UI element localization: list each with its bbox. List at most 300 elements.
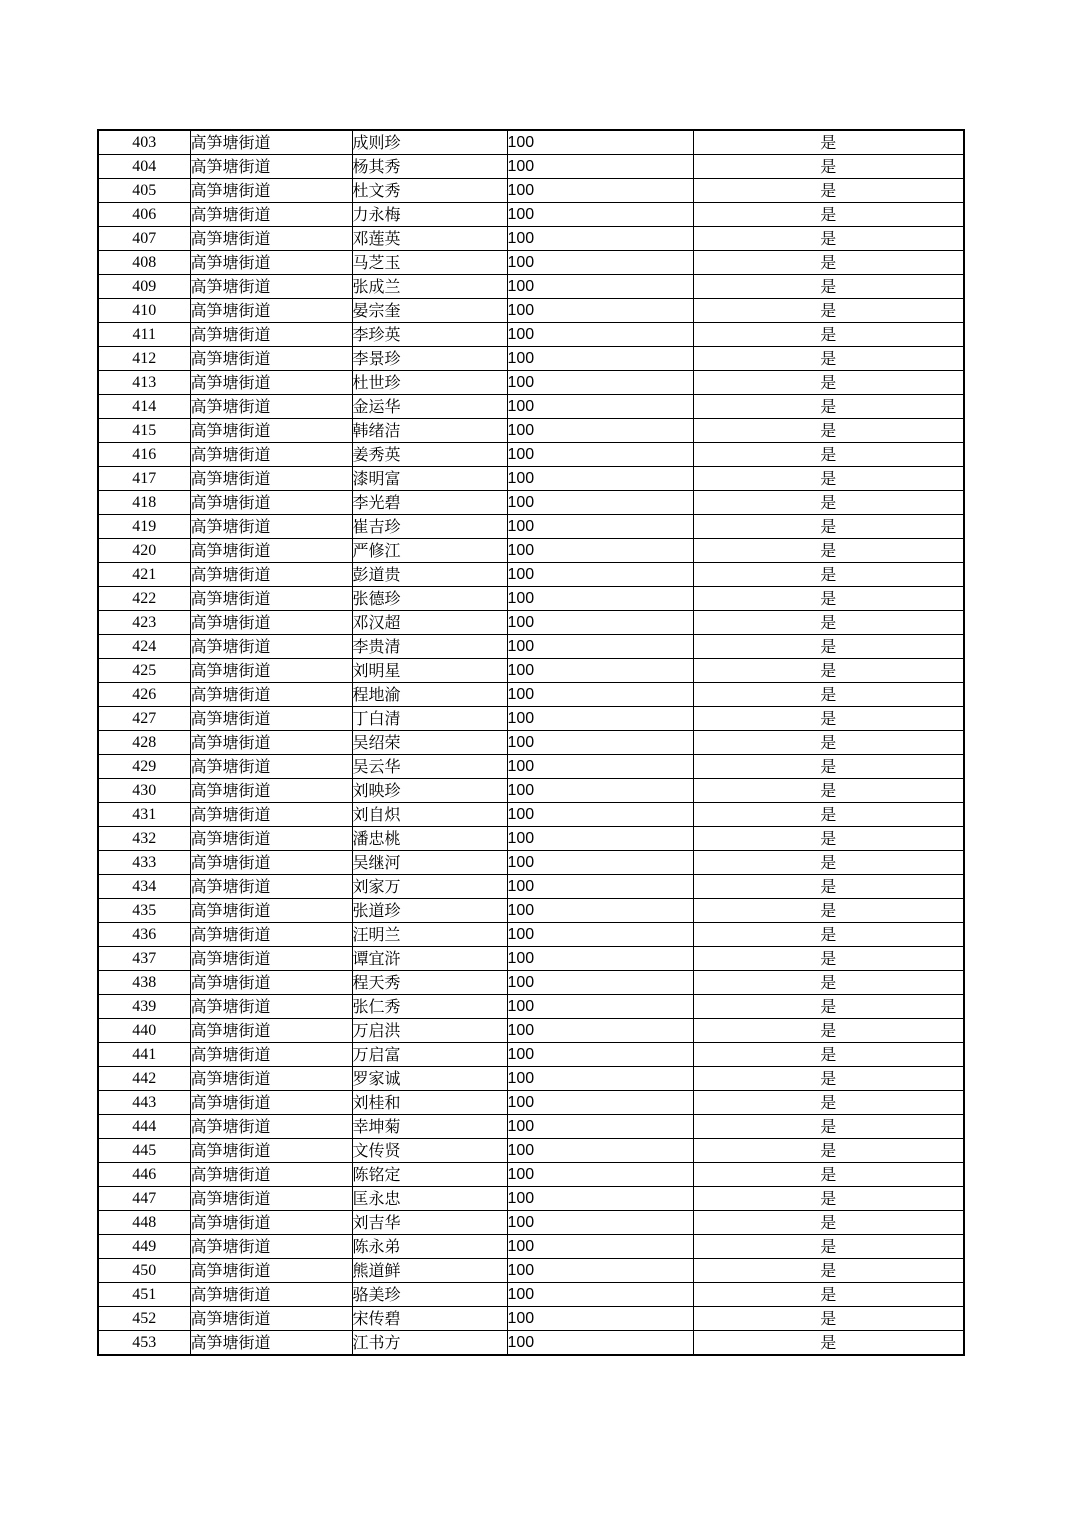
table-row [98,851,964,875]
cell-flag: 是 [693,803,964,827]
cell-amount: 100 [507,611,693,635]
table-row [98,1091,964,1115]
cell-number: 404 [98,155,190,179]
table-row [98,875,964,899]
table-body [98,130,964,1355]
cell-amount: 100 [507,1283,693,1307]
table-row [98,1331,964,1356]
cell-flag: 是 [693,515,964,539]
table-row [98,1187,964,1211]
cell-amount: 100 [507,659,693,683]
cell-number: 412 [98,347,190,371]
cell-name: 张道珍 [352,899,507,923]
cell-street: 高笋塘街道 [190,251,352,275]
cell-number: 406 [98,203,190,227]
cell-name: 程天秀 [352,971,507,995]
cell-number: 424 [98,635,190,659]
cell-number: 418 [98,491,190,515]
cell-name: 吴继河 [352,851,507,875]
cell-street: 高笋塘街道 [190,851,352,875]
cell-amount: 100 [507,1259,693,1283]
cell-flag: 是 [693,683,964,707]
cell-amount: 100 [507,1115,693,1139]
table-row [98,515,964,539]
cell-name: 熊道鲜 [352,1259,507,1283]
cell-number: 427 [98,707,190,731]
cell-name: 万启洪 [352,1019,507,1043]
cell-amount: 100 [507,275,693,299]
cell-number: 416 [98,443,190,467]
cell-amount: 100 [507,1091,693,1115]
cell-number: 432 [98,827,190,851]
cell-amount: 100 [507,155,693,179]
cell-flag: 是 [693,971,964,995]
cell-amount: 100 [507,227,693,251]
cell-street: 高笋塘街道 [190,899,352,923]
cell-street: 高笋塘街道 [190,227,352,251]
table-row [98,203,964,227]
table-row [98,731,964,755]
cell-number: 403 [98,130,190,155]
cell-street: 高笋塘街道 [190,1091,352,1115]
cell-amount: 100 [507,1187,693,1211]
cell-number: 421 [98,563,190,587]
cell-street: 高笋塘街道 [190,1211,352,1235]
cell-flag: 是 [693,635,964,659]
cell-street: 高笋塘街道 [190,1259,352,1283]
cell-number: 448 [98,1211,190,1235]
cell-flag: 是 [693,779,964,803]
cell-number: 442 [98,1067,190,1091]
cell-street: 高笋塘街道 [190,779,352,803]
cell-flag: 是 [693,1091,964,1115]
cell-number: 434 [98,875,190,899]
table-row [98,539,964,563]
cell-street: 高笋塘街道 [190,419,352,443]
cell-amount: 100 [507,1235,693,1259]
cell-amount: 100 [507,323,693,347]
cell-name: 幸坤菊 [352,1115,507,1139]
cell-flag: 是 [693,1139,964,1163]
table-row [98,1307,964,1331]
cell-amount: 100 [507,299,693,323]
cell-number: 419 [98,515,190,539]
cell-amount: 100 [507,515,693,539]
cell-name: 成则珍 [352,130,507,155]
table-row [98,1019,964,1043]
cell-number: 428 [98,731,190,755]
cell-flag: 是 [693,611,964,635]
cell-number: 437 [98,947,190,971]
cell-flag: 是 [693,1019,964,1043]
cell-flag: 是 [693,659,964,683]
cell-flag: 是 [693,851,964,875]
cell-street: 高笋塘街道 [190,1163,352,1187]
table-row [98,659,964,683]
cell-street: 高笋塘街道 [190,395,352,419]
cell-flag: 是 [693,539,964,563]
table-row [98,275,964,299]
cell-number: 431 [98,803,190,827]
table-row [98,563,964,587]
table-row [98,707,964,731]
table-row [98,155,964,179]
table-row [98,1283,964,1307]
cell-street: 高笋塘街道 [190,371,352,395]
cell-street: 高笋塘街道 [190,443,352,467]
table-row [98,1115,964,1139]
table-row [98,827,964,851]
cell-street: 高笋塘街道 [190,1139,352,1163]
cell-street: 高笋塘街道 [190,995,352,1019]
cell-name: 刘家万 [352,875,507,899]
cell-flag: 是 [693,467,964,491]
cell-amount: 100 [507,179,693,203]
cell-number: 426 [98,683,190,707]
cell-street: 高笋塘街道 [190,827,352,851]
table-row [98,587,964,611]
cell-number: 447 [98,1187,190,1211]
cell-flag: 是 [693,1211,964,1235]
table-row [98,635,964,659]
cell-amount: 100 [507,923,693,947]
cell-flag: 是 [693,1115,964,1139]
cell-street: 高笋塘街道 [190,659,352,683]
cell-flag: 是 [693,203,964,227]
cell-street: 高笋塘街道 [190,467,352,491]
cell-number: 414 [98,395,190,419]
cell-flag: 是 [693,347,964,371]
cell-name: 谭宜浒 [352,947,507,971]
cell-name: 张成兰 [352,275,507,299]
cell-name: 韩绪洁 [352,419,507,443]
cell-number: 433 [98,851,190,875]
table-row [98,923,964,947]
cell-name: 文传贤 [352,1139,507,1163]
table-row [98,971,964,995]
cell-amount: 100 [507,203,693,227]
cell-amount: 100 [507,1331,693,1356]
cell-amount: 100 [507,539,693,563]
cell-amount: 100 [507,1043,693,1067]
cell-street: 高笋塘街道 [190,130,352,155]
cell-name: 骆美珍 [352,1283,507,1307]
cell-flag: 是 [693,1067,964,1091]
cell-street: 高笋塘街道 [190,923,352,947]
cell-flag: 是 [693,947,964,971]
cell-street: 高笋塘街道 [190,971,352,995]
cell-street: 高笋塘街道 [190,155,352,179]
cell-name: 吴绍荣 [352,731,507,755]
cell-amount: 100 [507,947,693,971]
cell-flag: 是 [693,875,964,899]
cell-number: 415 [98,419,190,443]
table-row [98,611,964,635]
cell-amount: 100 [507,1067,693,1091]
table-row [98,130,964,155]
cell-amount: 100 [507,1139,693,1163]
cell-flag: 是 [693,563,964,587]
cell-street: 高笋塘街道 [190,1067,352,1091]
cell-flag: 是 [693,323,964,347]
cell-name: 姜秀英 [352,443,507,467]
cell-number: 422 [98,587,190,611]
cell-amount: 100 [507,827,693,851]
cell-flag: 是 [693,299,964,323]
cell-name: 彭道贵 [352,563,507,587]
cell-amount: 100 [507,731,693,755]
cell-number: 440 [98,1019,190,1043]
cell-flag: 是 [693,1307,964,1331]
cell-number: 451 [98,1283,190,1307]
cell-name: 江书方 [352,1331,507,1356]
table-row [98,899,964,923]
cell-amount: 100 [507,347,693,371]
table-row [98,491,964,515]
cell-amount: 100 [507,707,693,731]
cell-amount: 100 [507,251,693,275]
cell-name: 刘映珍 [352,779,507,803]
table-row [98,1235,964,1259]
cell-number: 445 [98,1139,190,1163]
table-row [98,1067,964,1091]
cell-flag: 是 [693,827,964,851]
cell-amount: 100 [507,1163,693,1187]
cell-amount: 100 [507,443,693,467]
cell-name: 漆明富 [352,467,507,491]
cell-flag: 是 [693,1043,964,1067]
cell-name: 李光碧 [352,491,507,515]
cell-street: 高笋塘街道 [190,875,352,899]
table-row [98,683,964,707]
cell-number: 453 [98,1331,190,1356]
cell-street: 高笋塘街道 [190,1283,352,1307]
cell-number: 408 [98,251,190,275]
cell-number: 410 [98,299,190,323]
cell-street: 高笋塘街道 [190,203,352,227]
cell-amount: 100 [507,1211,693,1235]
cell-number: 413 [98,371,190,395]
cell-number: 411 [98,323,190,347]
cell-number: 409 [98,275,190,299]
cell-amount: 100 [507,491,693,515]
cell-name: 陈铭定 [352,1163,507,1187]
table-row [98,1211,964,1235]
cell-number: 435 [98,899,190,923]
cell-street: 高笋塘街道 [190,563,352,587]
table-row [98,1043,964,1067]
cell-number: 429 [98,755,190,779]
cell-number: 430 [98,779,190,803]
cell-number: 444 [98,1115,190,1139]
cell-street: 高笋塘街道 [190,755,352,779]
table-row [98,347,964,371]
cell-name: 张德珍 [352,587,507,611]
cell-name: 晏宗奎 [352,299,507,323]
table-row [98,371,964,395]
table-row [98,947,964,971]
cell-amount: 100 [507,995,693,1019]
cell-name: 李珍英 [352,323,507,347]
cell-amount: 100 [507,563,693,587]
cell-name: 杜文秀 [352,179,507,203]
cell-name: 刘自炽 [352,803,507,827]
cell-street: 高笋塘街道 [190,347,352,371]
table-row [98,443,964,467]
cell-number: 439 [98,995,190,1019]
cell-amount: 100 [507,899,693,923]
cell-name: 严修江 [352,539,507,563]
cell-flag: 是 [693,731,964,755]
cell-flag: 是 [693,1331,964,1356]
cell-name: 陈永弟 [352,1235,507,1259]
cell-street: 高笋塘街道 [190,1019,352,1043]
cell-name: 丁白清 [352,707,507,731]
cell-flag: 是 [693,130,964,155]
cell-name: 潘忠桃 [352,827,507,851]
cell-street: 高笋塘街道 [190,707,352,731]
cell-street: 高笋塘街道 [190,731,352,755]
cell-number: 423 [98,611,190,635]
cell-flag: 是 [693,899,964,923]
cell-flag: 是 [693,995,964,1019]
cell-number: 417 [98,467,190,491]
cell-number: 452 [98,1307,190,1331]
cell-street: 高笋塘街道 [190,683,352,707]
cell-street: 高笋塘街道 [190,323,352,347]
cell-name: 刘吉华 [352,1211,507,1235]
cell-street: 高笋塘街道 [190,635,352,659]
cell-street: 高笋塘街道 [190,947,352,971]
cell-name: 邓莲英 [352,227,507,251]
table-row [98,1139,964,1163]
cell-number: 449 [98,1235,190,1259]
cell-name: 罗家诚 [352,1067,507,1091]
cell-flag: 是 [693,755,964,779]
cell-flag: 是 [693,371,964,395]
cell-flag: 是 [693,179,964,203]
cell-number: 441 [98,1043,190,1067]
table-row [98,227,964,251]
cell-street: 高笋塘街道 [190,1043,352,1067]
cell-amount: 100 [507,755,693,779]
cell-name: 刘明星 [352,659,507,683]
cell-street: 高笋塘街道 [190,803,352,827]
cell-number: 443 [98,1091,190,1115]
cell-flag: 是 [693,491,964,515]
cell-number: 450 [98,1259,190,1283]
table-row [98,419,964,443]
table-row [98,299,964,323]
table-row [98,1259,964,1283]
cell-street: 高笋塘街道 [190,587,352,611]
cell-street: 高笋塘街道 [190,1331,352,1356]
cell-name: 邓汉超 [352,611,507,635]
table-row [98,755,964,779]
cell-amount: 100 [507,803,693,827]
cell-name: 李景珍 [352,347,507,371]
cell-amount: 100 [507,851,693,875]
cell-name: 匡永忠 [352,1187,507,1211]
cell-amount: 100 [507,587,693,611]
data-table [97,129,965,1356]
table-row [98,323,964,347]
cell-number: 425 [98,659,190,683]
cell-flag: 是 [693,251,964,275]
cell-street: 高笋塘街道 [190,1307,352,1331]
cell-amount: 100 [507,875,693,899]
cell-amount: 100 [507,419,693,443]
cell-number: 446 [98,1163,190,1187]
cell-amount: 100 [507,395,693,419]
table-row [98,395,964,419]
cell-flag: 是 [693,707,964,731]
cell-flag: 是 [693,227,964,251]
cell-number: 420 [98,539,190,563]
cell-name: 程地渝 [352,683,507,707]
cell-flag: 是 [693,1283,964,1307]
table-row [98,995,964,1019]
table-row [98,179,964,203]
table-row [98,803,964,827]
cell-name: 吴云华 [352,755,507,779]
cell-flag: 是 [693,1163,964,1187]
cell-flag: 是 [693,1187,964,1211]
cell-amount: 100 [507,971,693,995]
cell-name: 杜世珍 [352,371,507,395]
cell-flag: 是 [693,155,964,179]
cell-number: 438 [98,971,190,995]
cell-street: 高笋塘街道 [190,299,352,323]
cell-name: 金运华 [352,395,507,419]
cell-number: 436 [98,923,190,947]
cell-street: 高笋塘街道 [190,491,352,515]
cell-amount: 100 [507,371,693,395]
cell-flag: 是 [693,419,964,443]
cell-street: 高笋塘街道 [190,515,352,539]
cell-name: 汪明兰 [352,923,507,947]
cell-flag: 是 [693,923,964,947]
table-row [98,251,964,275]
cell-street: 高笋塘街道 [190,275,352,299]
cell-name: 张仁秀 [352,995,507,1019]
cell-name: 杨其秀 [352,155,507,179]
cell-flag: 是 [693,1259,964,1283]
cell-name: 马芝玉 [352,251,507,275]
cell-number: 407 [98,227,190,251]
cell-amount: 100 [507,1019,693,1043]
cell-amount: 100 [507,130,693,155]
cell-flag: 是 [693,275,964,299]
cell-street: 高笋塘街道 [190,539,352,563]
cell-amount: 100 [507,467,693,491]
cell-amount: 100 [507,635,693,659]
cell-flag: 是 [693,1235,964,1259]
cell-name: 宋传碧 [352,1307,507,1331]
cell-flag: 是 [693,587,964,611]
cell-street: 高笋塘街道 [190,611,352,635]
table-row [98,467,964,491]
cell-street: 高笋塘街道 [190,1187,352,1211]
cell-name: 力永梅 [352,203,507,227]
cell-amount: 100 [507,1307,693,1331]
table-row [98,779,964,803]
cell-street: 高笋塘街道 [190,1115,352,1139]
cell-name: 万启富 [352,1043,507,1067]
cell-flag: 是 [693,395,964,419]
cell-flag: 是 [693,443,964,467]
cell-street: 高笋塘街道 [190,1235,352,1259]
